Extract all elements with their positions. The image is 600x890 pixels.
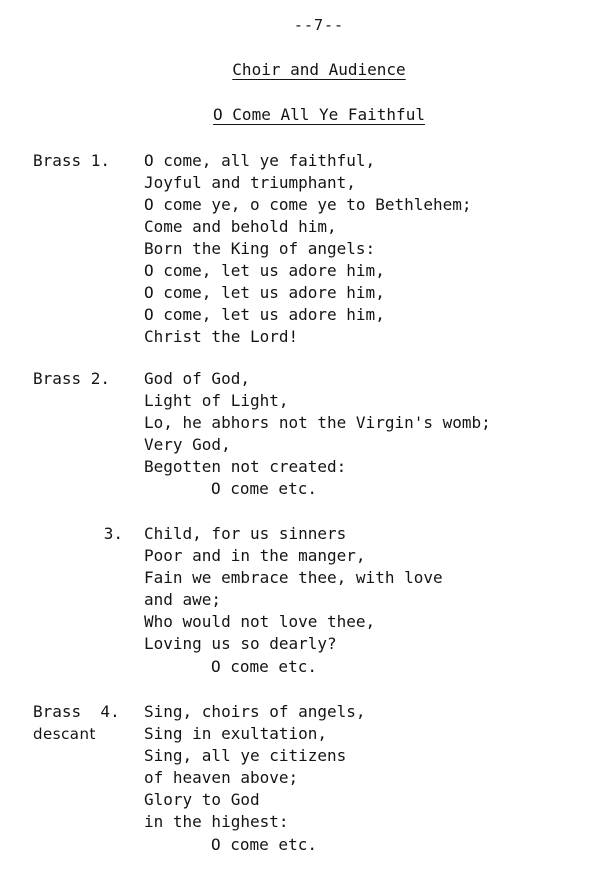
- verse-label: Brass 2.: [33, 369, 111, 388]
- section-heading: [0, 60, 600, 79]
- verse-line: Christ the Lord!: [144, 327, 299, 346]
- verse-line: Who would not love thee,: [144, 612, 376, 631]
- verse-line: in the highest:: [144, 812, 289, 831]
- verse-line: Loving us so dearly?: [144, 634, 337, 653]
- refrain-line: O come etc.: [211, 835, 317, 854]
- verse-lines: [144, 368, 491, 478]
- verse-line: Lo, he abhors not the Virgin's womb;: [144, 413, 491, 432]
- verse-line: Joyful and triumphant,: [144, 173, 356, 192]
- verse-label: 3.: [103, 524, 123, 543]
- verse-line: God of God,: [144, 369, 250, 388]
- verse-line: Light of Light,: [144, 391, 289, 410]
- verse-line: O come, let us adore him,: [144, 283, 385, 302]
- verse-lines: [144, 150, 472, 348]
- verse-line: Fain we embrace thee, with love: [144, 568, 443, 587]
- verse-line: and awe;: [144, 590, 222, 609]
- verse-line: of heaven above;: [144, 768, 299, 787]
- verse-line: Come and behold him,: [144, 217, 337, 236]
- refrain-line: O come etc.: [211, 657, 317, 676]
- verse-line: Sing in exultation,: [144, 724, 328, 743]
- verse-line: O come, let us adore him,: [144, 261, 385, 280]
- verse-line: O come, all ye faithful,: [144, 151, 376, 170]
- verse-line: Born the King of angels:: [144, 239, 376, 258]
- verse-line: Very God,: [144, 435, 231, 454]
- section-heading-text: Choir and Audience: [232, 60, 406, 79]
- verse-line: O come, let us adore him,: [144, 305, 385, 324]
- verse-line: Child, for us sinners: [144, 524, 347, 543]
- verse-lines: [144, 523, 443, 655]
- verse-line: Sing, all ye citizens: [144, 746, 347, 765]
- verse-label: Brass 4.: [33, 702, 120, 721]
- hymn-title: [0, 105, 600, 124]
- verse-line: Begotten not created:: [144, 457, 347, 476]
- verse-lines: [144, 701, 366, 833]
- verse-line: Poor and in the manger,: [144, 546, 366, 565]
- verse-label: Brass 1.: [33, 151, 111, 170]
- hymn-title-text: O Come All Ye Faithful: [213, 105, 425, 124]
- page-number: --7--: [293, 16, 345, 34]
- refrain-line: O come etc.: [211, 479, 317, 498]
- verse-sublabel: descant: [33, 725, 96, 743]
- verse-line: Sing, choirs of angels,: [144, 702, 366, 721]
- verse-line: Glory to God: [144, 790, 260, 809]
- verse-line: O come ye, o come ye to Bethlehem;: [144, 195, 472, 214]
